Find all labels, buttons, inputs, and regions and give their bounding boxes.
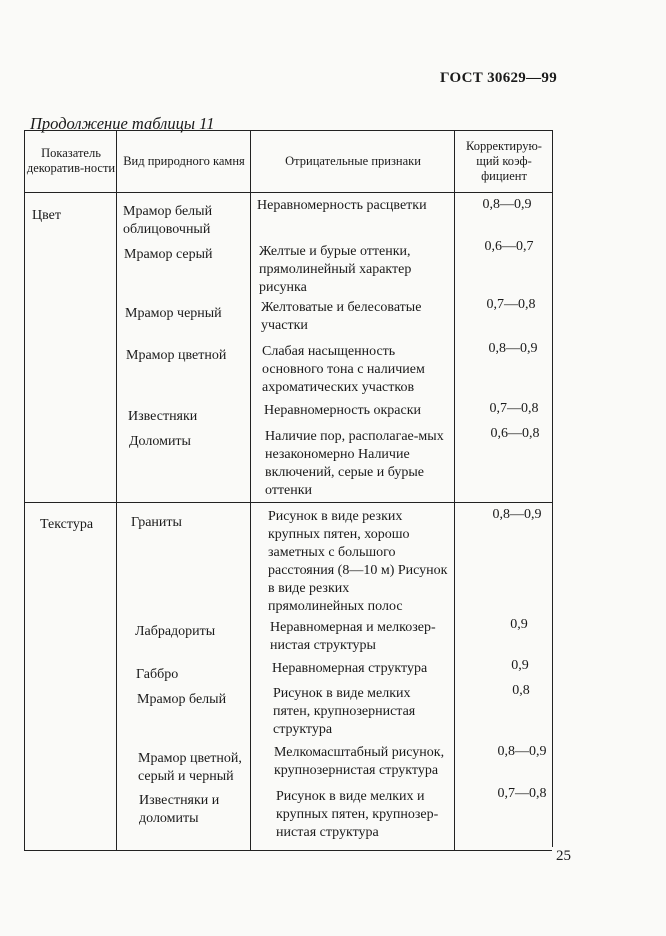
coefficient-cell: 0,8—0,9 — [488, 341, 538, 356]
coefficient-cell: 0,7—0,8 — [497, 786, 547, 801]
indicator-color: Цвет — [32, 208, 61, 223]
stone-cell: Мрамор черный — [125, 306, 222, 321]
indicator-texture: Текстура — [40, 517, 94, 532]
stone-cell: Мрамор белый — [137, 692, 227, 707]
signs-cell: Неравномерная структура — [272, 661, 428, 676]
coefficient-cell: 0,8—0,9 — [482, 197, 532, 212]
table-border-bottom — [24, 850, 552, 851]
stone-cell: Мрамор серый — [124, 247, 213, 262]
coefficient-cell: 0,8—0,9 — [492, 507, 542, 522]
signs-cell: Неравномерная и мелкозер-нистая структуры — [270, 620, 436, 653]
signs-cell: Слабая насыщенность основного тона с наличием ахроматических участков — [262, 344, 425, 395]
column-divider — [116, 130, 117, 851]
table — [24, 130, 552, 851]
signs-cell: Желтые и бурые оттенки, прямолинейный характер рисунка — [259, 244, 412, 295]
stone-cell: Габбро — [136, 667, 179, 682]
signs-cell: Рисунок в виде мелких и крупных пятен, крупнозер-нистая структура — [276, 789, 439, 840]
header-coefficient: Корректирую-щий коэф-фициент — [466, 138, 542, 183]
signs-cell: Неравномерность окраски — [264, 403, 422, 418]
signs-cell: Желтоватые и белесоватые участки — [261, 300, 422, 333]
coefficient-cell: 0,6—0,7 — [484, 239, 534, 254]
page-number: 25 — [556, 848, 571, 864]
coefficient-cell: 0,7—0,8 — [489, 401, 539, 416]
signs-cell: Рисунок в виде резких крупных пятен, хорошо заметных с большого расстояния (8—10 м) Рисунок в виде резких прямолинейных полос — [268, 509, 448, 614]
coefficient-cell: 0,8—0,9 — [497, 744, 547, 759]
stone-cell: Известняки — [128, 409, 198, 424]
coefficient-cell: 0,9 — [511, 658, 529, 673]
signs-cell: Мелкомасштабный рисунок, крупнозернистая структура — [274, 745, 445, 778]
table-border-left — [24, 130, 25, 851]
signs-cell: Наличие пор, располагае-мых незакономерно Наличие включений, серые и бурые оттенки — [265, 429, 444, 498]
stone-cell: Лабрадориты — [135, 624, 216, 639]
column-divider — [250, 130, 251, 851]
document-code: ГОСТ 30629—99 — [440, 70, 558, 86]
coefficient-cell: 0,8 — [512, 683, 530, 698]
stone-cell: Мрамор белый облицовочный — [123, 204, 213, 237]
header-negative-signs: Отрицательные признаки — [285, 153, 421, 168]
group-divider — [24, 502, 552, 503]
table-caption: Продолжение таблицы 11 — [30, 114, 215, 133]
coefficient-cell: 0,9 — [510, 617, 528, 632]
signs-cell: Неравномерность расцветки — [257, 198, 427, 213]
stone-cell: Доломиты — [129, 434, 191, 449]
table-border-right — [552, 130, 553, 847]
stone-cell: Известняки и доломиты — [139, 793, 220, 826]
header-indicator: Показатель декоратив-ности — [26, 146, 116, 175]
header-stone-type: Вид природного камня — [123, 153, 245, 168]
signs-cell: Рисунок в виде мелких пятен, крупнозернистая структура — [273, 686, 416, 737]
coefficient-cell: 0,7—0,8 — [486, 297, 536, 312]
stone-cell: Граниты — [131, 515, 182, 530]
stone-cell: Мрамор цветной — [126, 348, 227, 363]
stone-cell: Мрамор цветной, серый и черный — [138, 751, 242, 784]
header-divider — [24, 192, 552, 193]
coefficient-cell: 0,6—0,8 — [490, 426, 540, 441]
